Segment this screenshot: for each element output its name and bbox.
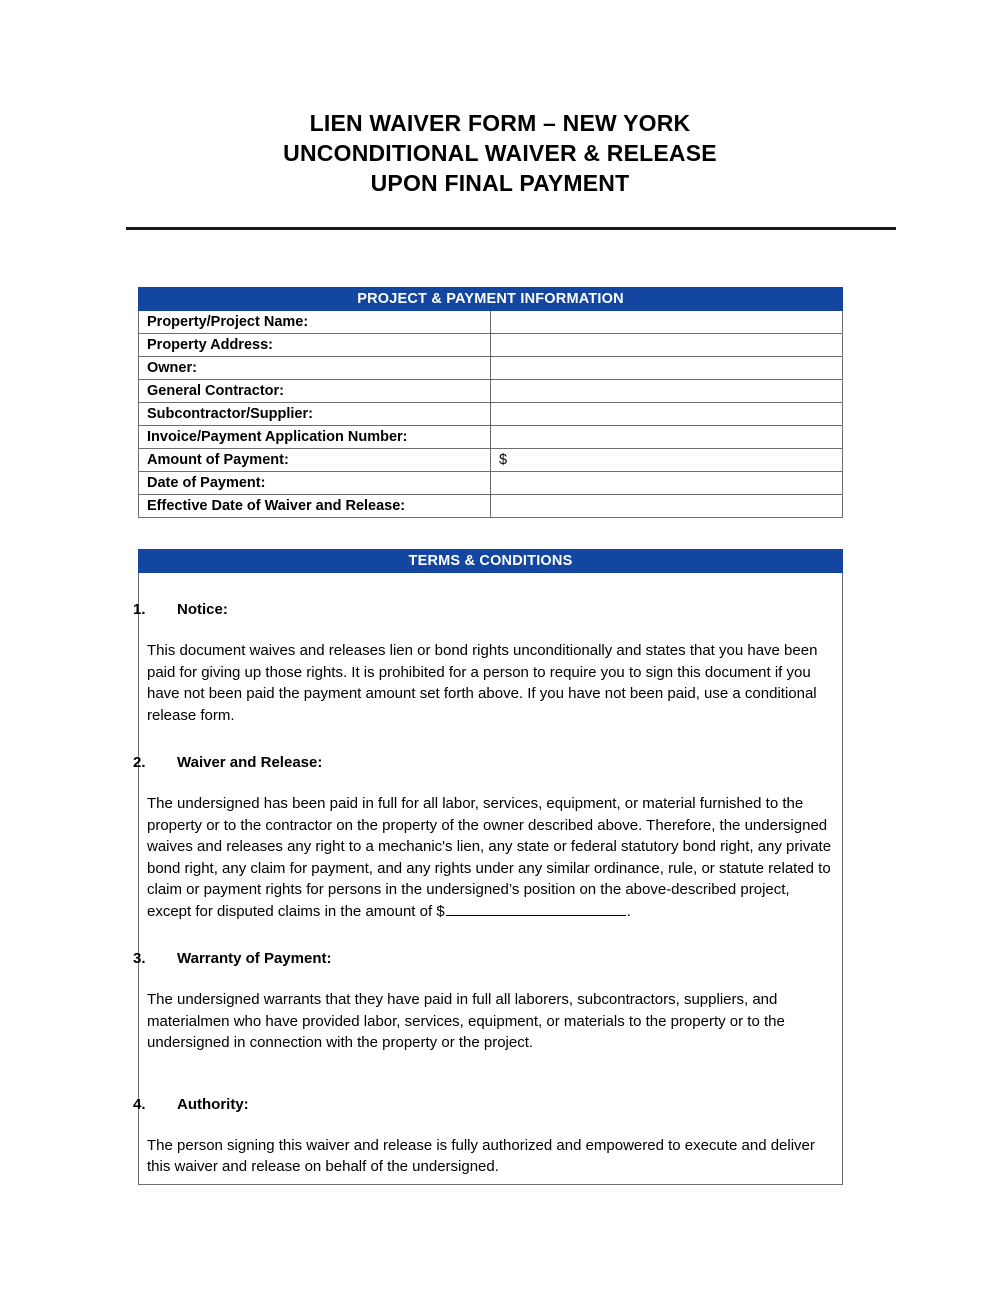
term-title-1: Notice: xyxy=(177,601,228,618)
project-payment-information-table xyxy=(138,287,843,518)
term-number-3: 3. xyxy=(133,950,146,967)
term-heading-waiver-and-release xyxy=(133,753,832,772)
field-label-date-of-payment: Date of Payment: xyxy=(139,472,491,495)
table-header-row xyxy=(139,550,843,573)
term-number-2: 2. xyxy=(133,754,146,771)
field-value-property-address[interactable] xyxy=(491,334,843,357)
spacer xyxy=(147,573,832,600)
term-heading-warranty-of-payment xyxy=(133,949,832,968)
spacer xyxy=(147,619,832,640)
spacer xyxy=(147,968,832,989)
field-label-property-address: Property Address: xyxy=(139,334,491,357)
spacer xyxy=(147,1114,832,1135)
term-heading-authority xyxy=(133,1095,832,1114)
field-label-owner: Owner: xyxy=(139,357,491,380)
terms-and-conditions-table xyxy=(133,549,843,1185)
field-value-property-project-name[interactable] xyxy=(491,311,843,334)
table-row xyxy=(139,311,843,334)
document-title xyxy=(0,108,1000,198)
terms-and-conditions-header: TERMS & CONDITIONS xyxy=(139,550,843,573)
project-payment-information-header: PROJECT & PAYMENT INFORMATION xyxy=(139,288,843,311)
table-row xyxy=(139,472,843,495)
spacer xyxy=(147,1054,832,1081)
term-item-notice xyxy=(133,600,832,726)
table-row xyxy=(139,449,843,472)
table-row xyxy=(139,380,843,403)
table-row xyxy=(139,403,843,426)
spacer xyxy=(147,772,832,793)
field-label-general-contractor: General Contractor: xyxy=(139,380,491,403)
field-value-amount-of-payment[interactable]: $ xyxy=(491,449,843,472)
table-row xyxy=(139,357,843,380)
term-body-2-text-after-blank: . xyxy=(626,902,631,920)
spacer xyxy=(147,922,832,949)
field-label-effective-date-of-waiver-and-release: Effective Date of Waiver and Release: xyxy=(139,495,491,518)
table-row xyxy=(139,334,843,357)
term-item-warranty-of-payment xyxy=(133,949,832,1054)
field-value-subcontractor-supplier[interactable] xyxy=(491,403,843,426)
term-body-waiver-and-release xyxy=(147,793,832,922)
term-number-4: 4. xyxy=(133,1095,146,1113)
field-label-amount-of-payment: Amount of Payment: xyxy=(139,449,491,472)
terms-body-row xyxy=(139,573,843,1185)
term-heading-notice xyxy=(133,600,832,619)
terms-and-conditions-body xyxy=(133,573,843,1185)
field-label-invoice-payment-application-number: Invoice/Payment Application Number: xyxy=(139,426,491,449)
field-value-owner[interactable] xyxy=(491,357,843,380)
table-row xyxy=(139,495,843,518)
spacer xyxy=(147,726,832,753)
term-body-warranty-of-payment: The undersigned warrants that they have paid in full all laborers, subcontractors, suppliers, and materialmen who have provided labor, services, equipment, or materials to the property or to the undersigned in connection with the property or the project. xyxy=(147,991,785,1051)
title-line-3: UPON FINAL PAYMENT xyxy=(370,170,630,196)
term-body-authority: The person signing this waiver and release is fully authorized and empowered to execute and deliver this waiver and release on behalf of the undersigned. xyxy=(147,1136,815,1175)
term-title-4: Authority: xyxy=(177,1095,249,1113)
field-value-effective-date-of-waiver-and-release[interactable] xyxy=(491,495,843,518)
term-title-3: Warranty of Payment: xyxy=(177,950,332,967)
term-number-1: 1. xyxy=(133,601,146,618)
disputed-claims-amount-blank[interactable] xyxy=(446,901,626,916)
title-line-2: UNCONDITIONAL WAIVER & RELEASE xyxy=(283,140,717,166)
table-header-row xyxy=(139,288,843,311)
field-value-invoice-payment-application-number[interactable] xyxy=(491,426,843,449)
title-line-1: LIEN WAIVER FORM – NEW YORK xyxy=(309,110,691,136)
term-body-2-text-before-blank: The undersigned has been paid in full for all labor, services, equipment, or material furnished to the property or to the contractor on the property of the owner described above. Therefore, the undersigned waives and releases any right to a mechanic's lien, any state or federal statutory bond right, any private bond right, any claim for payment, and any rights under any similar ordinance, rule, or statute related to claim or payment rights for persons in the undersigned’s position on the above-described project, except for disputed claims in the amount of $ xyxy=(147,795,832,920)
title-divider-rule xyxy=(126,227,896,230)
term-body-notice: This document waives and releases lien or bond rights unconditionally and states that you have been paid for giving up those rights. It is prohibited for a person to require you to sign this document if you have not been paid the payment amount set forth above. If you have not been paid, use a conditional release form. xyxy=(147,642,818,724)
field-label-property-project-name: Property/Project Name: xyxy=(139,311,491,334)
table-row xyxy=(139,426,843,449)
term-item-authority xyxy=(133,1095,832,1178)
field-label-subcontractor-supplier: Subcontractor/Supplier: xyxy=(139,403,491,426)
term-item-waiver-and-release xyxy=(133,753,832,922)
spacer xyxy=(147,1081,832,1095)
field-value-general-contractor[interactable] xyxy=(491,380,843,403)
term-title-2: Waiver and Release: xyxy=(177,754,323,771)
field-value-date-of-payment[interactable] xyxy=(491,472,843,495)
